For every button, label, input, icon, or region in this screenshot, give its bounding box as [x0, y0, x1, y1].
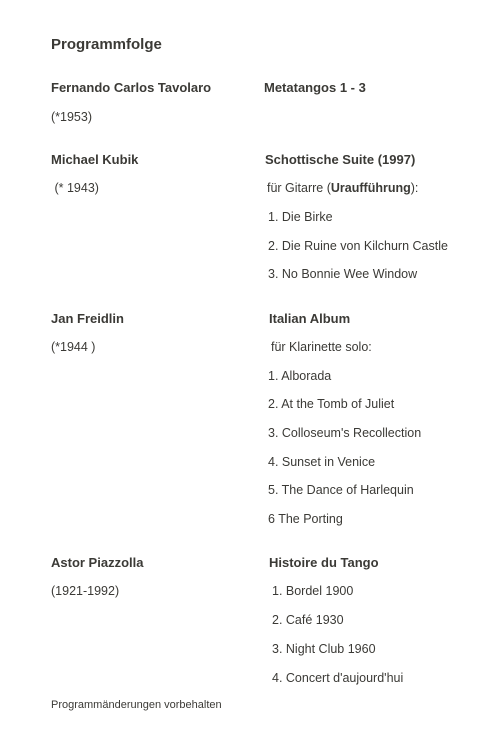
movement-item: 5. The Dance of Harlequin: [268, 483, 414, 497]
subtitle-suffix: ):: [410, 181, 419, 195]
movement-item: 4. Concert d'aujourd'hui: [272, 671, 404, 685]
work-title-italian-album: Italian Album: [269, 311, 351, 326]
movement-item: 2. Die Ruine von Kilchurn Castle: [268, 239, 448, 253]
composer-name-kubik: Michael Kubik: [51, 152, 139, 167]
composer-name-tavolaro: Fernando Carlos Tavolaro: [51, 80, 212, 95]
movement-item: 4. Sunset in Venice: [268, 455, 376, 469]
page-title: Programmfolge: [51, 36, 162, 53]
composer-name-piazzolla: Astor Piazzolla: [51, 555, 144, 570]
movement-item: 1. Alborada: [268, 369, 332, 383]
composer-years-piazzolla: (1921-1992): [51, 584, 120, 598]
movement-item: 3. Colloseum's Recollection: [268, 426, 422, 440]
work-title-metatangos: Metatangos 1 - 3: [264, 80, 366, 95]
work-subtitle-freidlin: für Klarinette solo:: [271, 340, 372, 354]
composer-years-tavolaro: (*1953): [51, 110, 92, 124]
movement-item: 3. No Bonnie Wee Window: [268, 267, 418, 281]
composer-years-kubik: (* 1943): [51, 181, 99, 195]
movement-item: 1. Die Birke: [268, 210, 333, 224]
movement-item: 6 The Porting: [268, 512, 343, 526]
movement-item: 3. Night Club 1960: [272, 642, 376, 656]
work-title-histoire-du-tango: Histoire du Tango: [269, 555, 379, 570]
work-title-schottische-suite: Schottische Suite (1997): [265, 152, 416, 167]
composer-years-freidlin: (*1944 ): [51, 340, 96, 354]
work-subtitle-kubik: [267, 181, 418, 195]
composer-name-freidlin: Jan Freidlin: [51, 311, 124, 326]
subtitle-premiere: Uraufführung: [330, 181, 411, 195]
movement-item: 2. Café 1930: [272, 613, 344, 627]
movement-item: 1. Bordel 1900: [272, 584, 354, 598]
subtitle-prefix: für Gitarre (: [267, 181, 331, 195]
movement-item: 2. At the Tomb of Juliet: [268, 397, 395, 411]
footer-note: Programmänderungen vorbehalten: [51, 699, 222, 711]
